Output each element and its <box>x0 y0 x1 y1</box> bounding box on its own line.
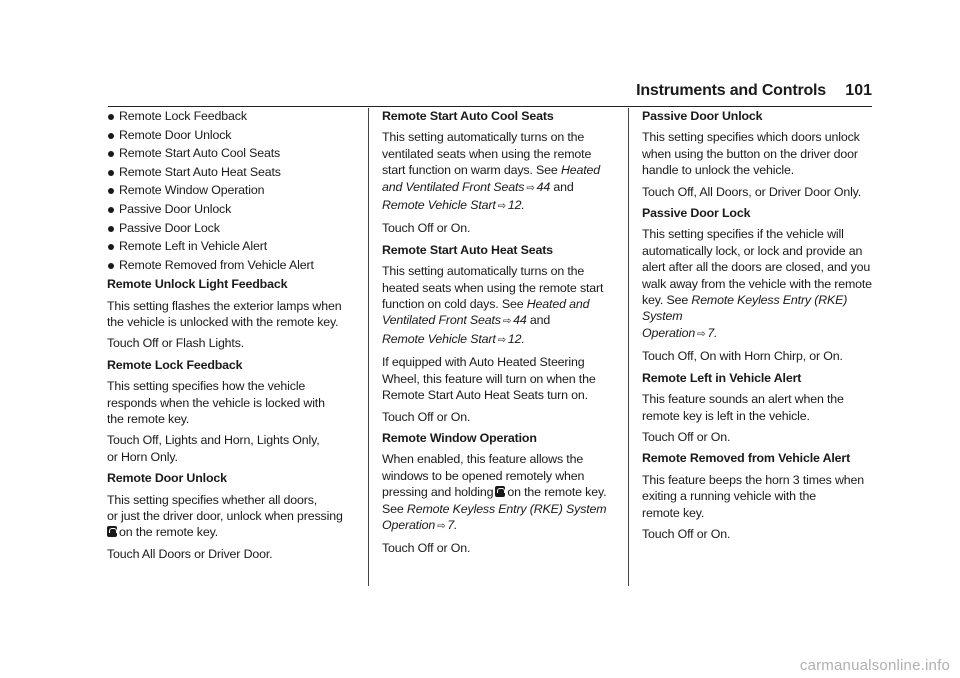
text-line: When enabled, this feature allows the <box>382 452 584 467</box>
paragraph: Touch Off or On. <box>382 409 471 424</box>
settings-bullet-list <box>107 108 352 273</box>
cross-reference-link[interactable]: Remote Keyless Entry (RKE) System <box>406 501 607 516</box>
watermark: carmanualsonline.info <box>799 657 950 674</box>
remote-key-icon <box>107 526 117 537</box>
paragraph: Touch Off, On with Horn Chirp, or On. <box>642 349 843 364</box>
text-line: start function on warm days. See <box>382 163 558 178</box>
page-ref-arrow-icon: ⇨ <box>697 328 706 340</box>
page-ref-arrow-icon: ⇨ <box>497 201 506 213</box>
text-line: exiting a running vehicle with the <box>642 489 816 504</box>
paragraph <box>107 492 352 541</box>
text-line: when using the button on the driver door <box>642 146 858 161</box>
list-item: Remote Window Operation <box>107 182 352 198</box>
heading-remote-left-in-vehicle-alert: Remote Left in Vehicle Alert <box>642 370 802 385</box>
list-item: Passive Door Lock <box>107 220 352 236</box>
page-reference[interactable]: 12. <box>507 331 525 346</box>
column-1 <box>107 108 352 567</box>
paragraph: Touch Off, All Doors, or Driver Door Only. <box>642 184 862 199</box>
paragraph: Touch Off or On. <box>382 541 471 556</box>
text-line: This setting specifies which doors unlock <box>642 130 860 145</box>
page-reference[interactable]: 12. <box>507 198 525 213</box>
text-line: If equipped with Auto Heated Steering <box>382 355 585 370</box>
text-line: remote key is left in the vehicle. <box>642 408 810 423</box>
cross-reference-link[interactable]: Operation <box>642 325 696 340</box>
paragraph <box>107 432 352 465</box>
text-line: or Horn Only. <box>107 449 178 464</box>
cross-reference-link[interactable]: Remote Vehicle Start <box>382 331 496 346</box>
cross-reference-link[interactable]: Heated and <box>526 297 590 312</box>
text-line: function on cold days. See <box>382 297 524 312</box>
paragraph <box>382 263 614 349</box>
text-line: responds when the vehicle is locked with <box>107 395 325 410</box>
text-line: This setting specifies whether all doors, <box>107 492 318 507</box>
paragraph <box>382 354 614 403</box>
heading-remote-lock-feedback: Remote Lock Feedback <box>107 357 243 372</box>
page-header <box>0 82 960 106</box>
cross-reference-link[interactable]: and Ventilated Front Seats <box>382 179 525 194</box>
text-line: pressing and holding <box>382 485 494 500</box>
column-2 <box>382 108 614 562</box>
section-title: Instruments and Controls <box>636 82 826 99</box>
text-line: automatically lock, or lock and provide an <box>642 243 863 258</box>
page-number: 101 <box>845 82 872 99</box>
paragraph: Touch All Doors or Driver Door. <box>107 546 273 561</box>
text-line: See <box>382 501 404 516</box>
text-line: This feature beeps the horn 3 times when <box>642 472 864 487</box>
cross-reference-link[interactable]: Ventilated Front Seats <box>382 313 501 328</box>
paragraph <box>642 472 874 521</box>
text-line: This setting automatically turns on the <box>382 130 585 145</box>
page-reference[interactable]: 7. <box>707 325 718 340</box>
text-line: handle to unlock the vehicle. <box>642 163 795 178</box>
remote-key-icon <box>495 486 505 497</box>
text-line: This feature sounds an alert when the <box>642 392 844 407</box>
text-line: Wheel, this feature will turn on when the <box>382 371 596 386</box>
list-item: Remote Start Auto Heat Seats <box>107 164 352 180</box>
paragraph <box>642 226 874 343</box>
text-line: windows to be opened remotely when <box>382 468 585 483</box>
text-line: remote key. <box>642 505 705 520</box>
text-line: alert after all the doors are closed, and you <box>642 260 871 275</box>
paragraph <box>642 391 874 424</box>
paragraph <box>107 298 352 331</box>
list-item: Remote Lock Feedback <box>107 108 352 124</box>
text-line: key. See <box>642 293 689 308</box>
list-item: Passive Door Unlock <box>107 201 352 217</box>
paragraph <box>382 451 614 535</box>
page-reference[interactable]: 44 <box>536 179 551 194</box>
cross-reference-link[interactable]: Remote Vehicle Start <box>382 198 496 213</box>
heading-passive-door-lock: Passive Door Lock <box>642 206 751 221</box>
page-ref-arrow-icon: ⇨ <box>502 316 512 328</box>
page-reference[interactable]: 44 <box>513 313 527 328</box>
text-line: heated seats when using the remote start <box>382 280 604 295</box>
heading-remote-window-operation: Remote Window Operation <box>382 430 537 445</box>
text-line: ventilated seats when using the remote <box>382 146 592 161</box>
page-ref-arrow-icon: ⇨ <box>526 182 535 194</box>
text-line: on the remote key. <box>507 485 607 500</box>
text-line: and <box>529 313 551 328</box>
header-rule <box>108 106 872 107</box>
heading-remote-removed-from-vehicle-alert: Remote Removed from Vehicle Alert <box>642 451 851 466</box>
paragraph <box>642 129 874 178</box>
text-line: This setting specifies how the vehicle <box>107 379 306 394</box>
paragraph: Touch Off or Flash Lights. <box>107 336 245 351</box>
page-ref-arrow-icon: ⇨ <box>497 334 506 346</box>
page-ref-arrow-icon: ⇨ <box>437 520 446 532</box>
text-line: the vehicle is unlocked with the remote key. <box>107 314 339 329</box>
column-3 <box>642 108 874 547</box>
heading-remote-door-unlock: Remote Door Unlock <box>107 471 227 486</box>
text-line: and <box>553 179 574 194</box>
heading-passive-door-unlock: Passive Door Unlock <box>642 109 763 123</box>
text-line: Remote Start Auto Heat Seats turn on. <box>382 388 588 403</box>
text-line: on the remote key. <box>119 525 219 540</box>
text-line: walk away from the vehicle with the remote <box>642 276 872 291</box>
text-line: This setting specifies if the vehicle will <box>642 227 844 242</box>
column-divider-2 <box>628 108 629 586</box>
paragraph: Touch Off or On. <box>642 429 731 444</box>
text-line: or just the driver door, unlock when pressing <box>107 509 343 524</box>
list-item: Remote Start Auto Cool Seats <box>107 145 352 161</box>
cross-reference-link[interactable]: Operation <box>382 517 436 532</box>
paragraph: Touch Off or On. <box>382 221 471 236</box>
heading-remote-start-auto-heat-seats: Remote Start Auto Heat Seats <box>382 242 553 257</box>
column-divider-1 <box>368 108 369 586</box>
text-line: the remote key. <box>107 412 190 426</box>
paragraph: Touch Off or On. <box>642 526 731 541</box>
list-item: Remote Door Unlock <box>107 127 352 143</box>
text-line: This setting flashes the exterior lamps when <box>107 298 342 313</box>
list-item: Remote Removed from Vehicle Alert <box>107 257 352 273</box>
text-line: Touch Off, Lights and Horn, Lights Only, <box>107 433 320 448</box>
text-line: This setting automatically turns on the <box>382 264 585 279</box>
paragraph <box>107 378 352 427</box>
heading-remote-unlock-light-feedback: Remote Unlock Light Feedback <box>107 277 288 292</box>
cross-reference-link[interactable]: Heated <box>560 163 600 178</box>
list-item: Remote Left in Vehicle Alert <box>107 238 352 254</box>
page-reference[interactable]: 7. <box>447 517 458 532</box>
cross-reference-link[interactable]: Remote Keyless Entry (RKE) System <box>642 293 848 324</box>
paragraph <box>382 129 614 215</box>
heading-remote-start-auto-cool-seats: Remote Start Auto Cool Seats <box>382 109 554 123</box>
